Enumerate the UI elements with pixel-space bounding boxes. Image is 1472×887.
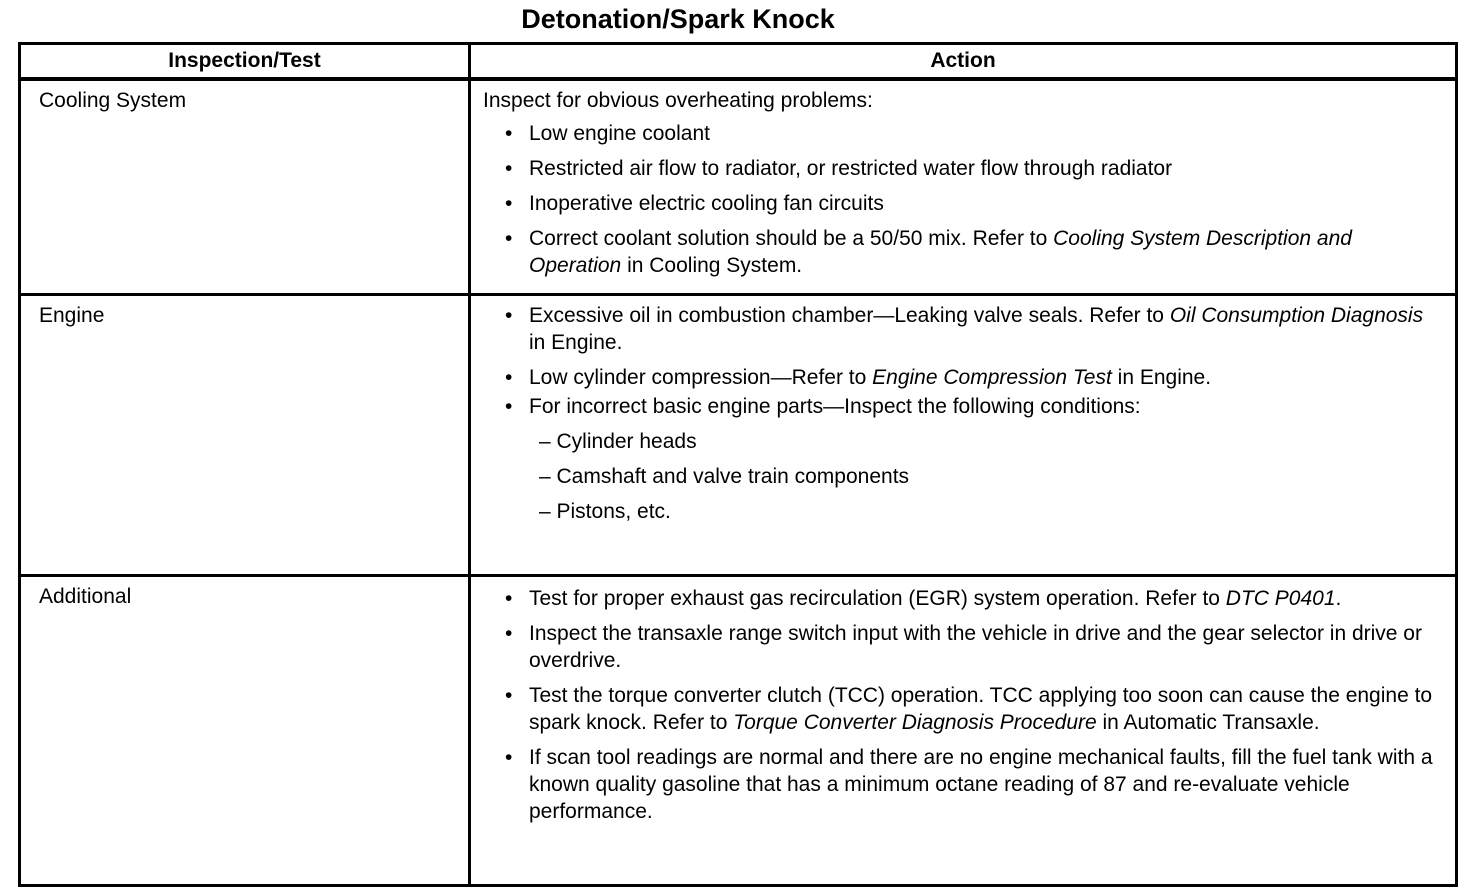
- list-item: [505, 364, 1435, 391]
- item-text: Excessive oil in combustion chamber—Leaking valve seals. Refer to: [529, 304, 1170, 327]
- action-intro: Inspect for obvious overheating problems:: [483, 89, 873, 112]
- item-text: If scan tool readings are normal and there are no engine mechanical faults, fill the fuel tank with a known quality gasoline that has a minimum octane reading of 87 and re-evaluate vehicle performance.: [529, 746, 1433, 823]
- table-header-row: [20, 44, 1457, 80]
- sub-list: [529, 428, 1435, 525]
- list-item: [505, 155, 1435, 182]
- list-item: [505, 585, 1435, 612]
- list-item: [505, 225, 1435, 279]
- list-item: [505, 302, 1435, 356]
- diagnosis-table: [18, 42, 1458, 887]
- item-text: in Engine.: [1111, 366, 1212, 389]
- reference-link-text: Torque Converter Diagnosis Procedure: [733, 711, 1097, 734]
- list-item: [505, 620, 1435, 674]
- item-text: Correct coolant solution should be a 50/50 mix. Refer to: [529, 227, 1054, 250]
- list-item: [505, 120, 1435, 147]
- item-text: Inoperative electric cooling fan circuits: [529, 192, 884, 215]
- column-header-action: Action: [470, 44, 1457, 80]
- item-text: Inspect the transaxle range switch input with the vehicle in drive and the gear selector in drive or overdrive.: [529, 622, 1422, 672]
- action-cell-additional: [470, 576, 1457, 886]
- action-cell-engine: [470, 295, 1457, 576]
- page-title: Detonation/Spark Knock: [521, 4, 835, 34]
- table-row: [20, 79, 1457, 295]
- reference-link-text: Cooling System Description and Operation: [529, 227, 1352, 277]
- column-header-inspection: Inspection/Test: [20, 44, 470, 80]
- table-row: [20, 295, 1457, 576]
- list-item: [505, 682, 1435, 736]
- row-label-cooling-system: Cooling System: [20, 79, 470, 295]
- item-text: Test for proper exhaust gas recirculation (EGR) system operation. Refer to: [529, 587, 1226, 610]
- item-text: Test the torque converter clutch (TCC) operation. TCC applying too soon can cause the engine to spark knock. Refer to: [529, 684, 1433, 734]
- item-text: in Automatic Transaxle.: [1096, 711, 1320, 734]
- item-text: For incorrect basic engine parts—Inspect the following conditions:: [529, 395, 1141, 418]
- item-text: in Cooling System.: [621, 254, 803, 277]
- action-list: [483, 120, 1435, 279]
- item-text: Low engine coolant: [529, 122, 710, 145]
- list-item: [505, 190, 1435, 217]
- action-list: [483, 585, 1435, 825]
- row-label-engine: Engine: [20, 295, 470, 576]
- item-text: Low cylinder compression—Refer to: [529, 366, 873, 389]
- item-text: Restricted air flow to radiator, or restricted water flow through radiator: [529, 157, 1173, 180]
- list-item: [505, 744, 1435, 825]
- sub-list-item: – Camshaft and valve train components: [539, 465, 910, 488]
- action-cell-cooling-system: [470, 79, 1457, 295]
- action-list: [483, 302, 1435, 525]
- item-text: in Engine.: [529, 331, 623, 354]
- item-text: .: [1335, 587, 1342, 610]
- sub-list-item: – Pistons, etc.: [539, 500, 671, 523]
- row-label-additional: Additional: [20, 576, 470, 886]
- reference-link-text: DTC P0401: [1225, 587, 1336, 610]
- table-row: [20, 576, 1457, 886]
- reference-link-text: Oil Consumption Diagnosis: [1169, 304, 1424, 327]
- list-item: [505, 393, 1435, 525]
- reference-link-text: Engine Compression Test: [872, 366, 1112, 389]
- sub-list-item: – Cylinder heads: [539, 430, 697, 453]
